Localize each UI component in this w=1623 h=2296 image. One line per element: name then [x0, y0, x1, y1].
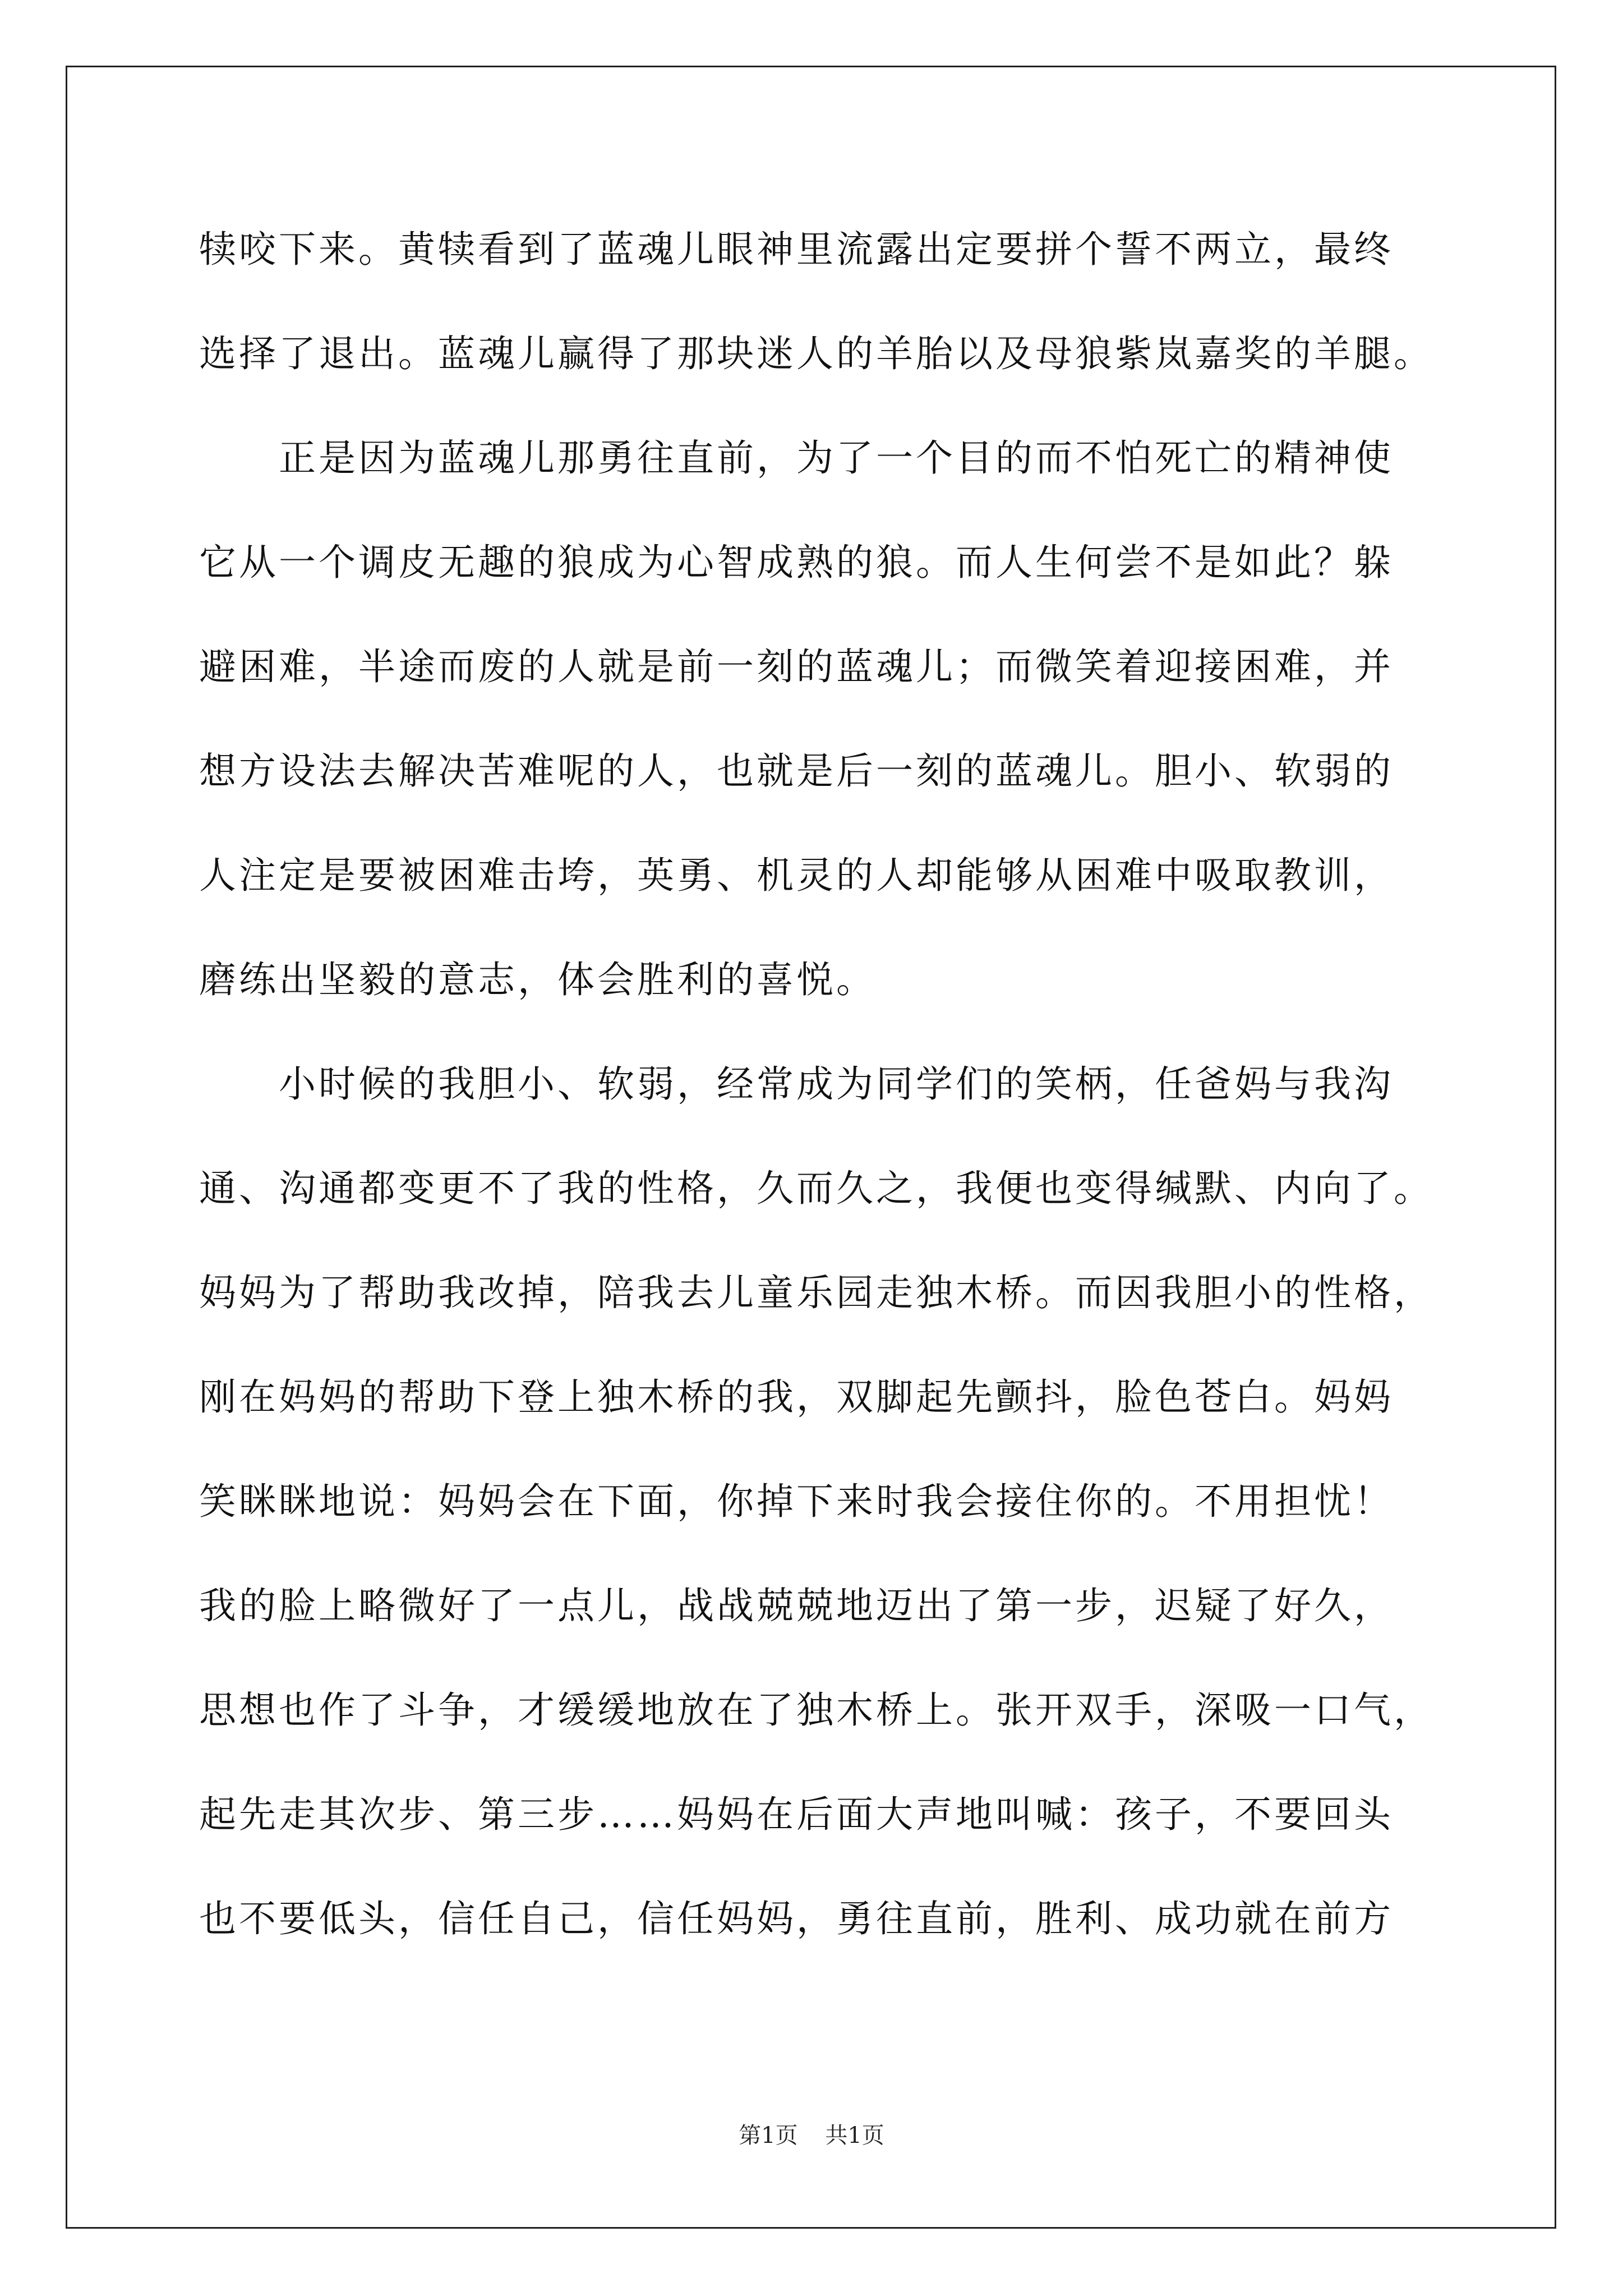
- text-line: 小时候的我胆小、软弱，经常成为同学们的笑柄，任爸妈与我沟: [199, 1062, 1394, 1106]
- text-line: 思想也作了斗争，才缓缓地放在了独木桥上。张开双手，深吸一口气，: [199, 1688, 1433, 1732]
- text-line: 人注定是要被困难击垮，英勇、机灵的人却能够从困难中吸取教训，: [199, 854, 1394, 897]
- text-line: 正是因为蓝魂儿那勇往直前，为了一个目的而不怕死亡的精神使: [199, 436, 1394, 480]
- text-line: 避困难，半途而废的人就是前一刻的蓝魂儿；而微笑着迎接困难，并: [199, 645, 1394, 688]
- text-line: 犊咬下来。黄犊看到了蓝魂儿眼神里流露出定要拼个誓不两立，最终: [199, 228, 1394, 271]
- text-line: 我的脸上略微好了一点儿，战战兢兢地迈出了第一步，迟疑了好久，: [199, 1584, 1394, 1627]
- page-number: 第1页: [739, 2123, 798, 2148]
- text-line: 起先走其次步、第三步……妈妈在后面大声地叫喊：孩子，不要回头: [199, 1793, 1394, 1836]
- page-footer: [0, 2122, 1623, 2150]
- text-line: 想方设法去解决苦难呢的人，也就是后一刻的蓝魂儿。胆小、软弱的: [199, 749, 1394, 793]
- text-line: 刚在妈妈的帮助下登上独木桥的我，双脚起先颤抖，脸色苍白。妈妈: [199, 1375, 1394, 1419]
- document-body: [199, 208, 1433, 1981]
- text-line: 选择了退出。蓝魂儿赢得了那块迷人的羊胎以及母狼紫岚嘉奖的羊腿。: [199, 332, 1433, 375]
- text-line: 也不要低头，信任自己，信任妈妈，勇往直前，胜利、成功就在前方: [199, 1897, 1394, 1940]
- page-total: 共1页: [825, 2123, 884, 2148]
- text-line: 通、沟通都变更不了我的性格，久而久之，我便也变得缄默、内向了。: [199, 1167, 1433, 1210]
- text-line: 笑眯眯地说：妈妈会在下面，你掉下来时我会接住你的。不用担忧！: [199, 1480, 1394, 1523]
- text-line: 妈妈为了帮助我改掉，陪我去儿童乐园走独木桥。而因我胆小的性格，: [199, 1271, 1433, 1314]
- text-line: 磨练出坚毅的意志，体会胜利的喜悦。: [199, 958, 876, 1001]
- text-line: 它从一个调皮无趣的狼成为心智成熟的狼。而人生何尝不是如此？躲: [199, 541, 1394, 584]
